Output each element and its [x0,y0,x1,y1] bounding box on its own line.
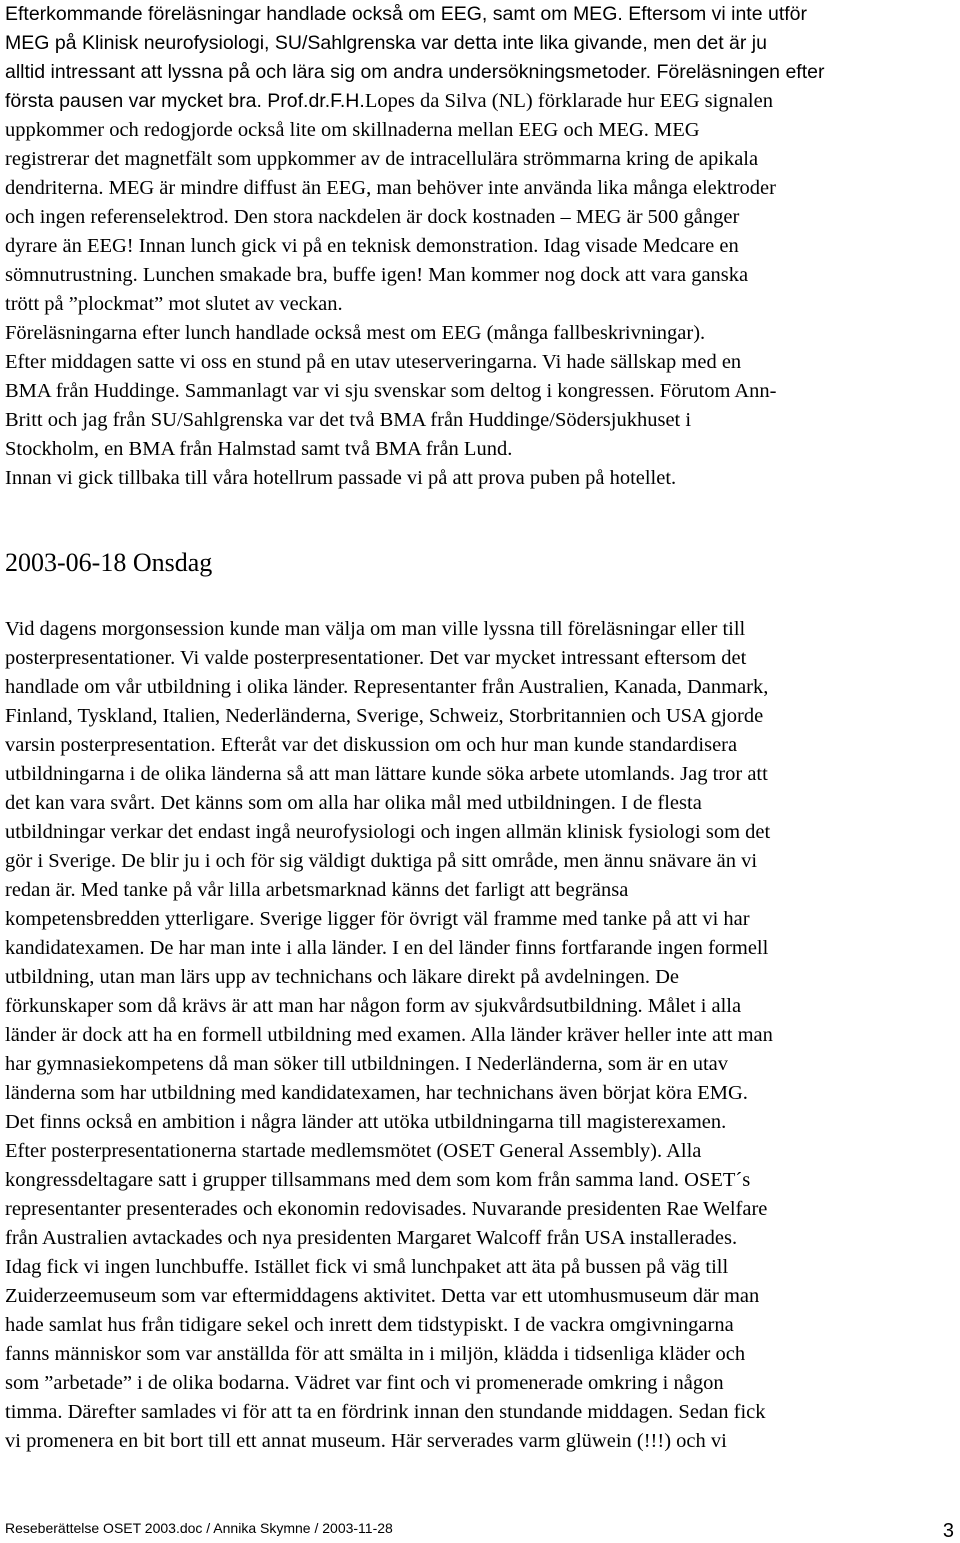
text-line: kongressdeltagare satt i grupper tillsammans med dem som kom från samma land. OSET´s [5,1169,751,1191]
text-line: förkunskaper som då krävs är att man har någon form av sjukvårdsutbildning. Målet i alla [5,995,742,1017]
text-line: MEG på Klinisk neurofysiologi, SU/Sahlgrenska var detta inte lika givande, men det är ju [5,32,767,54]
text-line: Föreläsningarna efter lunch handlade också mest om EEG (många fallbeskrivningar). [5,322,706,344]
text-line: Det finns också en ambition i några länder att utöka utbildningarna till magisterexamen. [5,1111,727,1133]
text-line: länderna som har utbildning med kandidatexamen, har technichans även börjat köra EMG. [5,1082,748,1104]
text-line: alltid intressant att lyssna på och lära sig om andra undersökningsmetoder. Föreläsningen efter [5,61,825,83]
text-line: registrerar det magnetfält som uppkommer av de intracellulära strömmarna kring de apikala [5,148,759,170]
page-number: 3 [942,1520,954,1542]
text-line: posterpresentationer. Vi valde posterpresentationer. Det var mycket intressant eftersom det [5,647,747,669]
text-line: Finland, Tyskland, Italien, Nederländerna, Sverige, Schweiz, Storbritannien och USA gjorde [5,705,764,727]
text-line: från Australien avtackades och nya presidenten Margaret Walcoff från USA installerades. [5,1227,738,1249]
text-line: det kan vara svårt. Det känns som om alla har olika mål med utbildningen. I de flesta [5,792,702,814]
text-line: gör i Sverige. De blir ju i och för sig väldigt duktiga på sitt område, men ännu snävare än vi [5,850,758,872]
text-line: Innan vi gick tillbaka till våra hotellrum passade vi på att prova puben på hotellet. [5,467,677,489]
text-line: varsin posterpresentation. Efteråt var det diskussion om och hur man kunde standardisera [5,734,738,756]
text-line: utbildning, utan man lärs upp av technichans och läkare direkt på avdelningen. De [5,966,680,988]
text-line: kandidatexamen. De har man inte i alla länder. I en del länder finns fortfarande ingen formell [5,937,769,959]
page-footer: Reseberättelse OSET 2003.doc / Annika Skymne / 2003-11-28 [5,1520,393,1536]
text-line: vi promenera en bit bort till ett annat museum. Här serverades varm glüwein (!!!) och vi [5,1430,727,1452]
text-line: utbildningar verkar det endast ingå neurofysiologi och ingen allmän klinisk fysiologi som det [5,821,771,843]
text-line: dendriterna. MEG är mindre diffust än EEG, man behöver inte använda lika många elektroder [5,177,776,199]
text-line: Efter posterpresentationerna startade medlemsmötet (OSET General Assembly). Alla [5,1140,702,1162]
text-line: har gymnasiekompetens då man söker till utbildningen. I Nederländerna, som är en utav [5,1053,728,1075]
text-line: dyrare än EEG! Innan lunch gick vi på en teknisk demonstration. Idag visade Medcare en [5,235,739,257]
text-line: trött på ”plockmat” mot slutet av veckan. [5,293,343,315]
text-line: Britt och jag från SU/Sahlgrenska var det två BMA från Huddinge/Södersjukhuset i [5,409,692,431]
text-line: som ”arbetade” i de olika bodarna. Vädret var fint och vi promenerade omkring i någon [5,1372,724,1394]
text-line: Efterkommande föreläsningar handlade också om EEG, samt om MEG. Eftersom vi inte utför [5,3,808,25]
text-line: Zuiderzeemuseum som var eftermiddagens aktivitet. Detta var ett utomhusmuseum där man [5,1285,760,1307]
text-line: Vid dagens morgonsession kunde man välja om man ville lyssna till föreläsningar eller till [5,618,746,640]
text-line: redan är. Med tanke på vår lilla arbetsmarknad känns det farligt att begränsa [5,879,629,901]
text-line-mixed [5,87,955,116]
text-line: BMA från Huddinge. Sammanlagt var vi sju svenskar som deltog i kongressen. Förutom Ann- [5,380,777,402]
section-heading-date: 2003-06-18 Onsdag [5,548,213,577]
text-line: timma. Därefter samlades vi för att ta en fördrink innan den stundande middagen. Sedan fick [5,1401,766,1423]
text-line: Idag fick vi ingen lunchbuffe. Istället fick vi små lunchpaket att äta på bussen på väg till [5,1256,729,1278]
text-line: fanns människor som var anställda för att smälta in i miljön, klädda i tidsenliga kläder och [5,1343,746,1365]
text-line: länder är dock att ha en formell utbildning med examen. Alla länder kräver heller inte att man [5,1024,773,1046]
text-line: och ingen referenselektrod. Den stora nackdelen är dock kostnaden – MEG är 500 gånger [5,206,740,228]
text-segment: första pausen var mycket bra. Prof.dr.F.H. [5,90,365,112]
paragraph-eeg-meg [5,0,955,493]
text-line: Efter middagen satte vi oss en stund på en utav uteserveringarna. Vi hade sällskap med en [5,351,742,373]
paragraph-onsdag [5,615,955,1456]
text-line: Stockholm, en BMA från Halmstad samt två BMA från Lund. [5,438,513,460]
text-line: representanter presenterades och ekonomin redovisades. Nuvarande presidenten Rae Welfare [5,1198,768,1220]
text-line: sömnutrustning. Lunchen smakade bra, buffe igen! Man kommer nog dock att vara ganska [5,264,749,286]
text-line: kompetensbredden ytterligare. Sverige ligger för övrigt väl framme med tanke på att vi har [5,908,750,930]
text-line: hade samlat hus från tidigare sekel och inrett dem tidstypiskt. I de vackra omgivningarna [5,1314,734,1336]
text-line: utbildningarna i de olika länderna så att man lättare kunde söka arbete utomlands. Jag tror att [5,763,768,785]
text-line: uppkommer och redogjorde också lite om skillnaderna mellan EEG och MEG. MEG [5,119,700,141]
text-line: handlade om vår utbildning i olika länder. Representanter från Australien, Kanada, Danmark, [5,676,769,698]
text-segment: Lopes da Silva (NL) förklarade hur EEG signalen [364,90,773,112]
